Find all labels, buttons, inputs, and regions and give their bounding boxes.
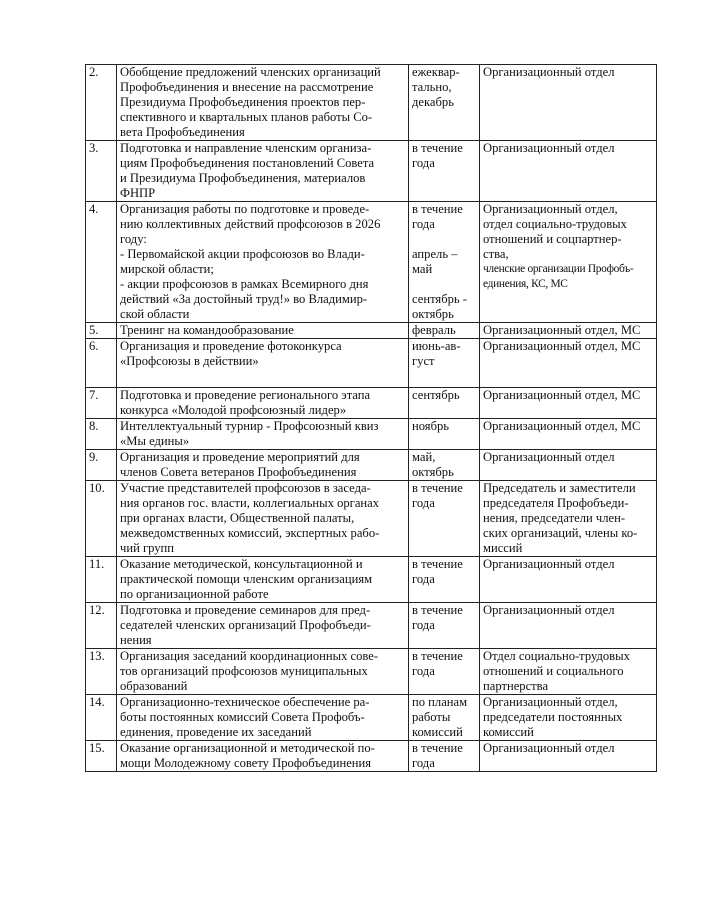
table-row — [86, 202, 657, 323]
task-description: Участие представителей профсоюзов в заседа- ния органов гос. власти, коллегиальных органах при органах власти, Общественной палаты, межведомственных комиссий, экспертных рабо- чий групп — [117, 481, 409, 557]
term: в течение года — [409, 481, 480, 557]
task-description: Организация и проведение мероприятий для членов Совета ветеранов Профобъединения — [117, 450, 409, 481]
term: сентябрь — [409, 388, 480, 419]
term-may-day: апрель – май — [412, 247, 458, 276]
row-number: 8. — [86, 419, 117, 450]
table-row — [86, 141, 657, 202]
responsible: Организационный отдел — [480, 65, 657, 141]
row-number: 7. — [86, 388, 117, 419]
table-row — [86, 557, 657, 603]
row-number: 3. — [86, 141, 117, 202]
task-description: Тренинг на командообразование — [117, 323, 409, 339]
task-description: Обобщение предложений членских организаций Профобъединения и внесение на рассмотрение Президиума Профобъединения проектов пер- спективного и квартальных планов работы Со- вета Профобъединения — [117, 65, 409, 141]
responsible-member-orgs: членские организации Профобъ- единения, КС, МС — [483, 263, 634, 290]
term: ноябрь — [409, 419, 480, 450]
table-row — [86, 649, 657, 695]
term: в течение года — [409, 603, 480, 649]
table-row — [86, 741, 657, 772]
task-description: Организация работы по подготовке и проведе- нию коллективных действий профсоюзов в 2026 году: - Первомайской акции профсоюзов во Влади- мирской области; - акции профсоюзов в рамках Всемирного дня действий «За достойный труд!» во Владимир- ской области — [117, 202, 409, 323]
term: в течение года — [409, 649, 480, 695]
term: май, октябрь — [409, 450, 480, 481]
term-decent-work-day: сентябрь - октябрь — [412, 292, 467, 321]
responsible: Организационный отдел, председатели постоянных комиссий — [480, 695, 657, 741]
row-number: 9. — [86, 450, 117, 481]
term-overall: в течение года — [412, 202, 463, 231]
responsible-departments: Организационный отдел, отдел социально-трудовых отношений и соцпартнер- ства, — [483, 202, 627, 261]
row-number: 13. — [86, 649, 117, 695]
task-description: Подготовка и проведение регионального этапа конкурса «Молодой профсоюзный лидер» — [117, 388, 409, 419]
responsible: Организационный отдел — [480, 557, 657, 603]
responsible: Председатель и заместители председателя Профобъеди- нения, председатели член- ских организаций, члены ко- миссий — [480, 481, 657, 557]
term: по планам работы комиссий — [409, 695, 480, 741]
table-row — [86, 695, 657, 741]
responsible: Организационный отдел — [480, 741, 657, 772]
table-row — [86, 65, 657, 141]
row-number: 11. — [86, 557, 117, 603]
responsible: Организационный отдел — [480, 603, 657, 649]
term: в течение года — [409, 741, 480, 772]
row-number: 2. — [86, 65, 117, 141]
term: в течение года — [409, 141, 480, 202]
responsible: Организационный отдел, МС — [480, 419, 657, 450]
task-description: Подготовка и проведение семинаров для пред- седателей членских организаций Профобъеди- нения — [117, 603, 409, 649]
responsible: Отдел социально-трудовых отношений и социального партнерства — [480, 649, 657, 695]
term: ежеквар- тально, декабрь — [409, 65, 480, 141]
row-number: 12. — [86, 603, 117, 649]
task-description: Интеллектуальный турнир - Профсоюзный квиз «Мы едины» — [117, 419, 409, 450]
responsible: Организационный отдел, МС — [480, 388, 657, 419]
responsible: Организационный отдел, МС — [480, 323, 657, 339]
term: в течение года — [409, 557, 480, 603]
row-number: 10. — [86, 481, 117, 557]
task-description: Организация и проведение фотоконкурса «Профсоюзы в действии» — [117, 339, 409, 388]
table-row — [86, 419, 657, 450]
responsible: Организационный отдел — [480, 141, 657, 202]
row-number: 6. — [86, 339, 117, 388]
task-description: Оказание организационной и методической по- мощи Молодежному совету Профобъединения — [117, 741, 409, 772]
row-number: 14. — [86, 695, 117, 741]
responsible: Организационный отдел — [480, 450, 657, 481]
term: июнь-ав- густ — [409, 339, 480, 388]
task-description: Подготовка и направление членским организа- циям Профобъединения постановлений Совета и Президиума Профобъединения, материалов ФНПР — [117, 141, 409, 202]
table-row — [86, 450, 657, 481]
term: февраль — [409, 323, 480, 339]
task-description: Организация заседаний координационных сове- тов организаций профсоюзов муниципальных образований — [117, 649, 409, 695]
responsible — [480, 202, 657, 323]
row-number: 4. — [86, 202, 117, 323]
table-row — [86, 481, 657, 557]
row-number: 5. — [86, 323, 117, 339]
responsible: Организационный отдел, МС — [480, 339, 657, 388]
task-description: Оказание методической, консультационной и практической помощи членским организациям по организационной работе — [117, 557, 409, 603]
task-description: Организационно-техническое обеспечение ра- боты постоянных комиссий Совета Профобъ- единения, проведение их заседаний — [117, 695, 409, 741]
plan-table — [85, 64, 657, 772]
table-row — [86, 388, 657, 419]
term — [409, 202, 480, 323]
table-row — [86, 339, 657, 388]
table-row — [86, 603, 657, 649]
table-row — [86, 323, 657, 339]
row-number: 15. — [86, 741, 117, 772]
